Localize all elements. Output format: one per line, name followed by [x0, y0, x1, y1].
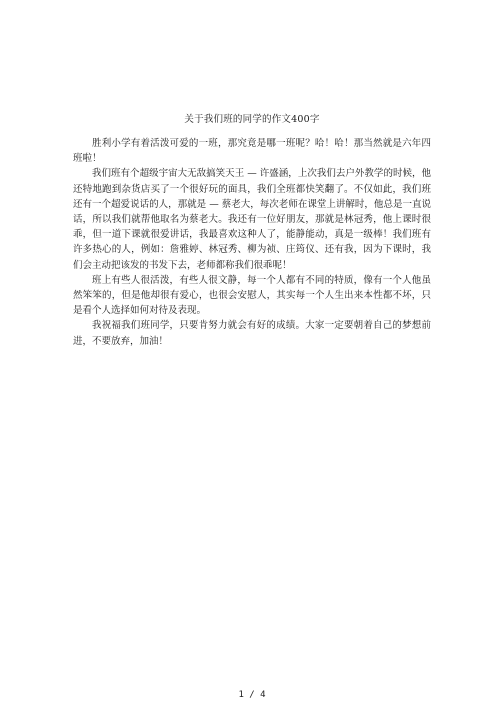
- document-body: [73, 136, 431, 349]
- paragraph: 班上有些人很活泼，有些人很文静，每一个人都有不同的特质，像有一个人他虽然笨笨的，但是他却很有爱心，也很会安慰人，其实每一个人生出来本性都不坏，只是看个人选择如何对待及表现。: [73, 274, 431, 317]
- document-title: 关于我们班的同学的作文400字: [184, 114, 320, 125]
- paragraph: 胜利小学有着活泼可爱的一班，那究竟是哪一班呢？哈！哈！那当然就是六年四班啦！: [73, 138, 431, 165]
- paragraph: 我们班有个超级宇宙大无敌搞笑天王 — 许盛涵，上次我们去户外教学的时候，他还特地跑到杂货店买了一个很好玩的面具，我们全班都快笑翻了。不仅如此，我们班还有一个超爱说话的人，那就是 — 蔡老大，每次老师在课堂上讲解时，他总是一直说话，所以我们就帮他取名为蔡老大。我还有一位好朋友，那就是林冠秀，他上课时很乖，但一道下课就很爱讲话，我最喜欢这种人了，能静能动，真是一级棒！我们班有许多热心的人，例如：詹雅婷、林冠秀、柳为祯、庄筠仪、还有我，因为下课时，我们会主动把该发的书发下去，老师都称我们很乖呢！: [73, 168, 431, 271]
- page-number: 1 / 4: [238, 690, 266, 700]
- paragraph: 我祝福我们班同学，只要肯努力就会有好的成绩。大家一定要朝着自己的梦想前进，不要放弃，加油！: [73, 320, 431, 347]
